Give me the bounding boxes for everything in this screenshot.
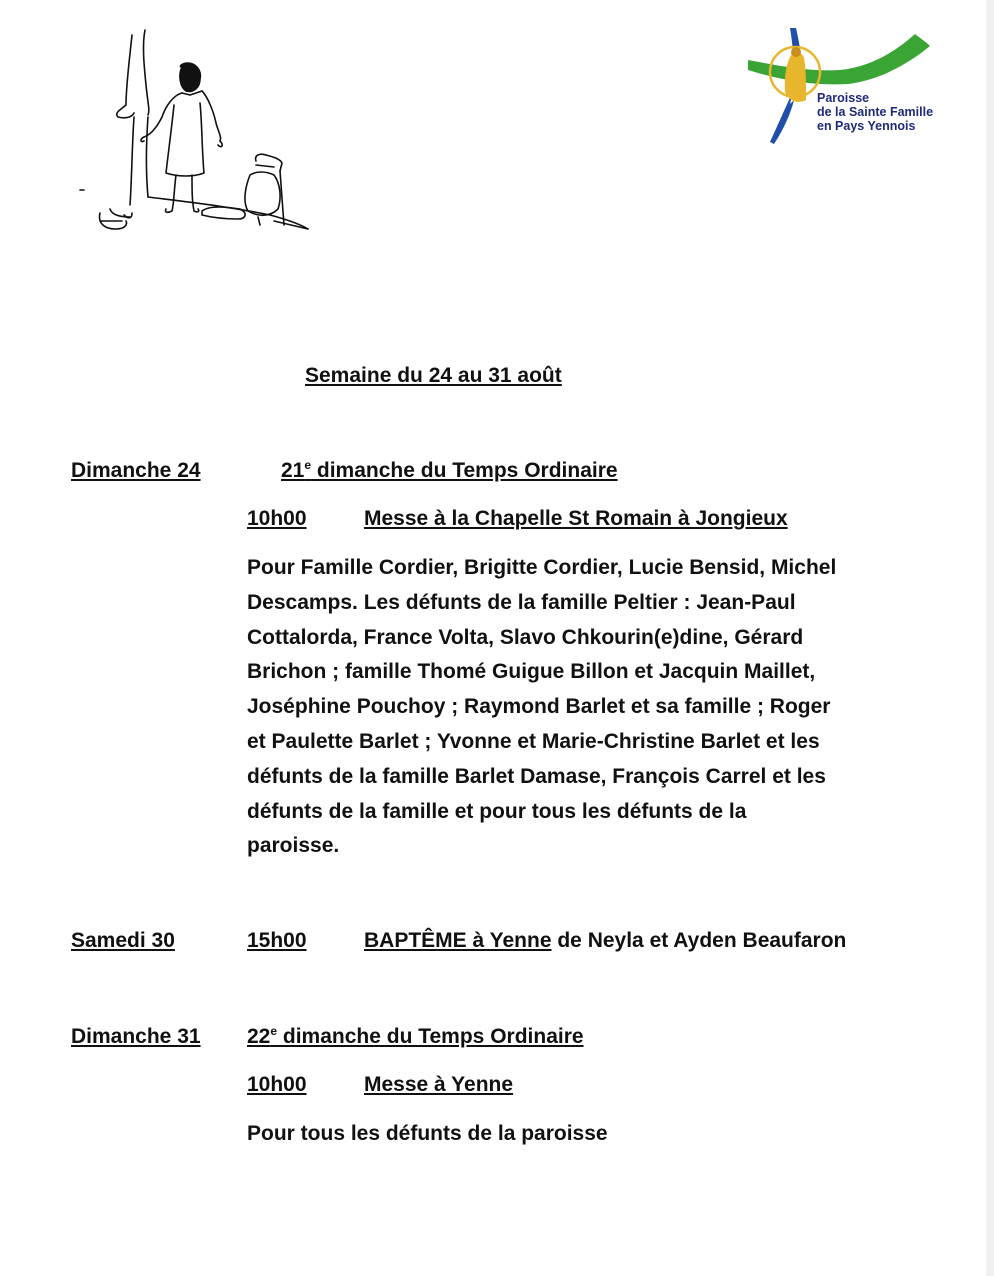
mass-event: Messe à Yenne [364, 1073, 514, 1096]
intention-line: Joséphine Pouchoy ; Raymond Barlet et sa famille ; Roger [247, 695, 831, 719]
intention-line: Brichon ; famille Thomé Guigue Billon et Jacquin Maillet, [247, 660, 816, 684]
mass-time: 10h00 [247, 507, 307, 530]
liturgical-day: 22e dimanche du Temps Ordinaire [247, 1024, 584, 1048]
intention-line: Pour Famille Cordier, Brigitte Cordier, Lucie Bensid, Michel [247, 556, 837, 579]
intention-line: défunts de la famille et pour tous les défunts de la [247, 799, 747, 823]
day-label: Dimanche 31 [71, 1025, 201, 1048]
mass-event: Messe à la Chapelle St Romain à Jongieux [364, 507, 788, 530]
mass-time: 10h00 [247, 1073, 307, 1096]
parish-logo-text [817, 91, 933, 133]
logo-line-3: en Pays Yennois [817, 119, 916, 133]
logo-line-1: Paroisse [817, 91, 870, 105]
intention-line: paroisse. [247, 834, 340, 858]
week-title: Semaine du 24 au 31 août [305, 364, 562, 387]
baptism-time: 15h00 [247, 929, 307, 952]
day-label: Dimanche 24 [71, 459, 201, 482]
day-label: Samedi 30 [71, 929, 175, 952]
mass-intention-d31: Pour tous les défunts de la paroisse [247, 1122, 608, 1145]
intention-line: Cottalorda, France Volta, Slavo Chkourin(e)dine, Gérard [247, 625, 804, 649]
child-illustration [70, 25, 315, 240]
baptism-event: BAPTÊME à Yenne de Neyla et Ayden Beaufaron [364, 929, 847, 952]
intention-line: défunts de la famille Barlet Damase, François Carrel et les [247, 764, 826, 788]
intention-line: Descamps. Les défunts de la famille Peltier : Jean-Paul [247, 590, 796, 614]
logo-line-2: de la Sainte Famille [817, 105, 934, 119]
liturgical-day: 21e dimanche du Temps Ordinaire [281, 458, 618, 482]
intention-line: et Paulette Barlet ; Yvonne et Marie-Christine Barlet et les [247, 729, 820, 753]
page-edge [986, 0, 994, 1276]
mass-intention-d24 [247, 551, 952, 864]
